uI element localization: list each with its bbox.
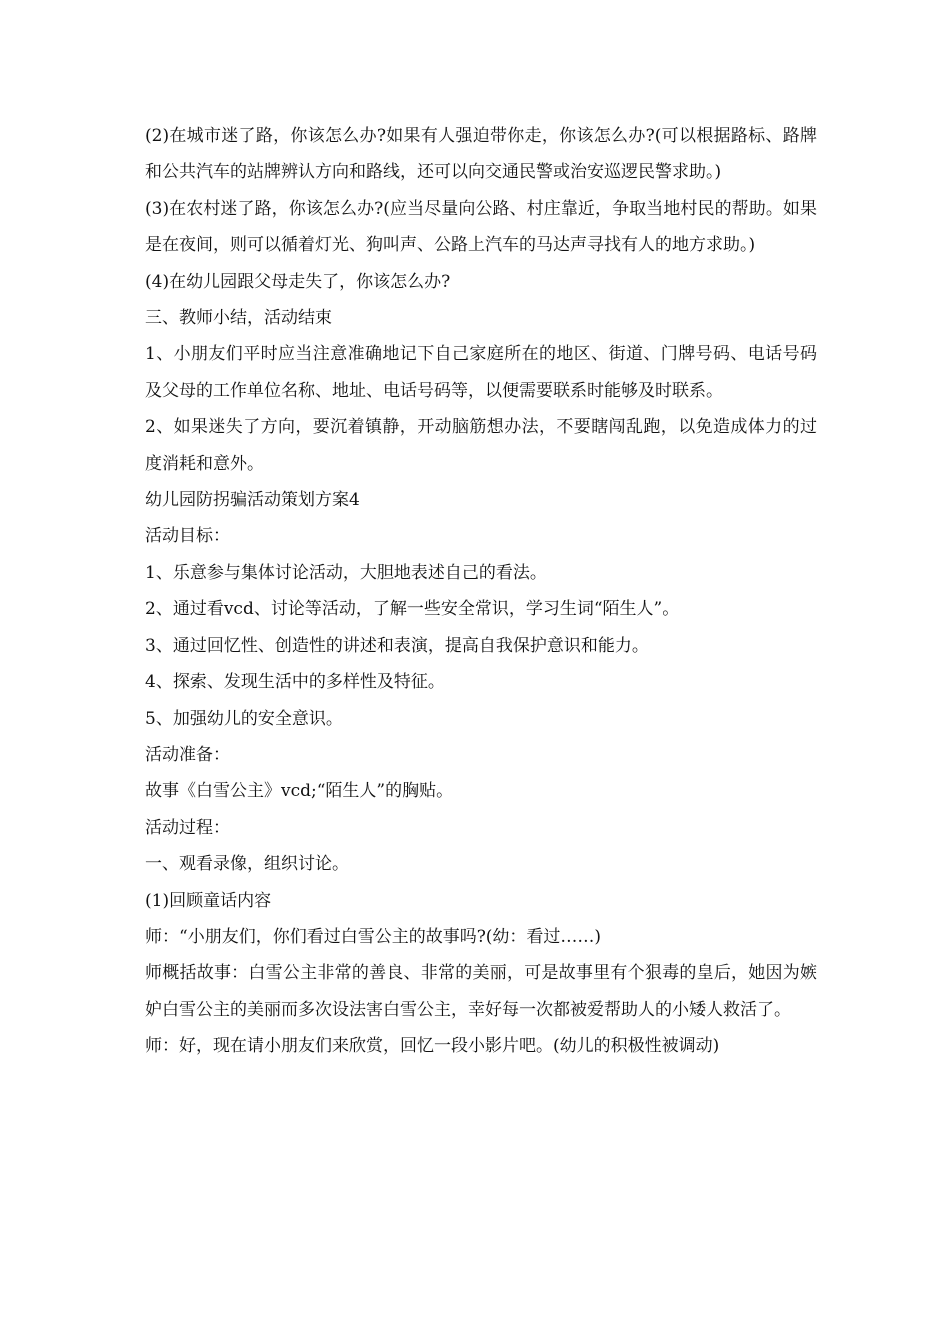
paragraph-lost-in-city: (2)在城市迷了路，你该怎么办?如果有人强迫带你走，你该怎么办?(可以根据路标、路牌和公共汽车的站牌辨认方向和路线，还可以向交通民警或治安巡逻民警求助。) [145,126,817,183]
preparation-materials: 故事《白雪公主》vcd;“陌生人”的胸贴。 [145,781,454,802]
teacher-story-summary: 师概括故事：白雪公主非常的善良、非常的美丽，可是故事里有个狠毒的皇后，她因为嫉妒白雪公主的美丽而多次设法害白雪公主，幸好每一次都被爱帮助人的小矮人救活了。 [145,963,817,1020]
section-heading-summary: 三、教师小结，活动结束 [145,308,332,329]
paragraph-lost-in-kindergarten: (4)在幼儿园跟父母走失了，你该怎么办? [145,271,451,292]
paragraph-summary-point-1: 1、小朋友们平时应当注意准确地记下自己家庭所在的地区、街道、门牌号码、电话号码及父母的工作单位名称、地址、电话号码等，以便需要联系时能够及时联系。 [145,344,817,401]
goal-item-3: 3、通过回忆性、创造性的讲述和表演，提高自我保护意识和能力。 [145,635,649,656]
goal-item-5: 5、加强幼儿的安全意识。 [145,708,343,729]
heading-activity-preparation: 活动准备： [145,744,230,765]
paragraph-lost-in-countryside: (3)在农村迷了路，你该怎么办?(应当尽量向公路、村庄靠近，争取当地村民的帮助。如果是在夜间，则可以循着灯光、狗叫声、公路上汽车的马达声寻找有人的地方求助。) [145,198,817,256]
process-substep-review-story: (1)回顾童话内容 [145,890,272,911]
heading-activity-goals: 活动目标： [145,526,230,547]
goal-item-1: 1、乐意参与集体讨论活动，大胆地表述自己的看法。 [145,562,547,583]
teacher-dialogue-1: 师：“小朋友们，你们看过白雪公主的故事吗?(幼：看过……) [145,926,602,947]
paragraph-summary-point-2: 2、如果迷失了方向，要沉着镇静，开动脑筋想办法，不要瞎闯乱跑，以免造成体力的过度消耗和意外。 [145,417,817,474]
goal-item-4: 4、探索、发现生活中的多样性及特征。 [145,672,445,693]
heading-activity-process: 活动过程： [145,817,230,838]
process-step-1: 一、观看录像，组织讨论。 [145,854,349,875]
document-body [145,118,817,1065]
goal-item-2: 2、通过看vcd、讨论等活动，了解一些安全常识，学习生词“陌生人”。 [145,599,680,620]
plan-title: 幼儿园防拐骗活动策划方案4 [145,490,360,511]
teacher-dialogue-2: 师：好，现在请小朋友们来欣赏，回忆一段小影片吧。(幼儿的积极性被调动) [145,1036,720,1057]
